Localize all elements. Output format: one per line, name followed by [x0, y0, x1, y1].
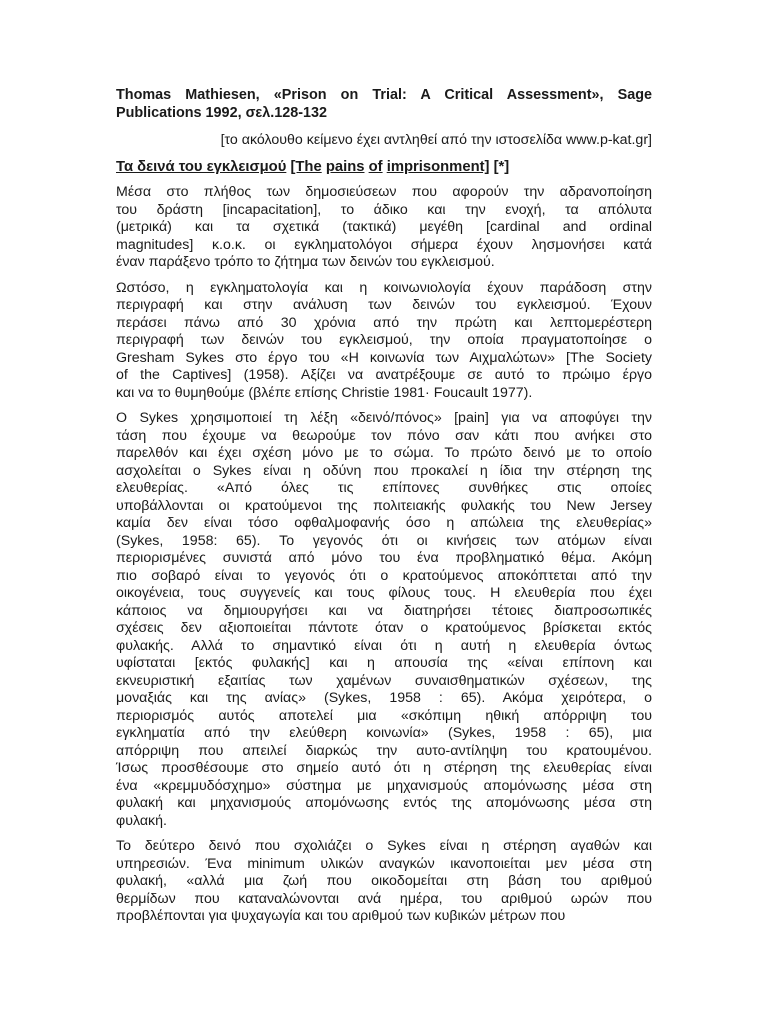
paragraphs — [116, 184, 652, 926]
text-line: περιορισμένες συνιστά από μόνο του ένα προβληματικό θέμα. Ακόμη — [116, 550, 652, 566]
text-line: (Sykes, 1958: 65). Το γεγονός ότι οι κινήσεις των ατόμων είναι — [116, 532, 652, 549]
text-line: υφίσταται [εκτός φυλακής] και η απουσία της «είναι επίπονη και — [116, 655, 652, 671]
text-line: περάσει πάνω από 30 χρόνια από την πρώτη και λεπτομερέστερη — [116, 314, 652, 331]
text-line: και να το θυμηθούμε (βλέπε επίσης Christie 1981· Foucault 1977). — [116, 384, 533, 401]
text-line: magnitudes] κ.ο.κ. οι εγκληματολόγοι σήμερα έχουν λησμονήσει κατά — [116, 236, 652, 253]
text-line: O Sykes χρησιμοποιεί τη λέξη «δεινό/πόνος» [pain] για να αποφύγει την — [116, 410, 652, 426]
text-line: Ωστόσο, η εγκληματολογία και η κοινωνιολογία έχουν παράδοση στην — [116, 279, 652, 296]
text-line: καμία δεν είναι τόσο οφθαλμοφανής όσο η απώλεια της ελευθερίας» — [116, 515, 652, 531]
text-line: Ίσως προσθέσουμε στο σημείο αυτό ότι η στέρηση της ελευθερίας είναι — [116, 760, 652, 776]
section-heading — [116, 157, 652, 177]
heading-english-of: of — [368, 159, 383, 175]
text-line: of the Captives] (1958). Αξίζει να ανατρέξουμε σε αυτό το πρώιμο έργο — [116, 367, 652, 383]
heading-english-open: [The — [290, 159, 322, 175]
text-line: περιγραφή των δεινών του εγκλεισμού, την οποία πραγματοποίησε ο — [116, 332, 652, 348]
text-line: Το δεύτερο δεινό που σχολιάζει ο Sykes είναι η στέρηση αγαθών και — [116, 838, 652, 854]
text-line: εγκληματία από την ελεύθερη κοινωνία» (Sykes, 1958 : 65), μια — [116, 725, 652, 741]
text-line: περιγραφή και στην ανάλυση των δεινών του εγκλεισμού. Έχουν — [116, 297, 652, 313]
source-note: [το ακόλουθο κείμενο έχει αντληθεί από την ιστοσελίδα www.p-kat.gr] — [220, 132, 652, 148]
text-line: τάση που έχουμε να θεωρούμε τον πόνο σαν κάτι που ανήκει στο — [116, 427, 652, 444]
paragraph — [116, 280, 652, 403]
text-line: προβλέπονται για ψυχαγωγία και του αριθμού των κυβικών μέτρων που — [116, 908, 566, 924]
text-line: ελευθερίας. «Από όλες τις επίπονες συνθήκες στις οποίες — [116, 480, 652, 496]
text-line: απόρριψη που απειλεί διαρκώς την αυτο-αντίληψη του κρατουμένου. — [116, 742, 652, 759]
footnote-marker: [*] — [493, 159, 510, 175]
text-line: φυλακής. Αλλά το σημαντικό είναι ότι η αυτή η ελευθερία όντως — [116, 637, 652, 654]
text-line: φυλακή, «αλλά μια ζωή που οικοδομείται στη βάση του αριθμού — [116, 873, 652, 889]
text-line: κάποιος να δημιουργήσει και να διατηρήσει τέτοιες διαπροσωπικές — [116, 602, 652, 619]
document-body — [116, 86, 652, 934]
text-line: ασχολείται ο Sykes είναι η οδύνη που προκαλεί η ίδια την στέρηση της — [116, 462, 652, 479]
text-line: παρελθόν και έχει σχέση μόνο με το σώμα. Το πρώτο δεινό με το οποίο — [116, 445, 652, 461]
heading-english-pains: pains — [325, 159, 365, 175]
text-line: θερμίδων που καταναλώνονται ανά ημέρα, του αριθμού ωρών που — [116, 890, 652, 907]
text-line: Μέσα στο πλήθος των δημοσιεύσεων που αφορούν την αδρανοποίηση — [116, 184, 652, 200]
text-line: του δράστη [incapacitation], το άδικο και την ενοχή, τα απόλυτα — [116, 201, 652, 218]
heading-greek-title: Τα δεινά του εγκλεισμού — [116, 159, 287, 175]
paragraph — [116, 184, 652, 272]
heading-english-imprisonment: imprisonment] — [386, 159, 490, 175]
text-line: φυλακή. — [116, 812, 167, 829]
text-line: (μετρικά) και τα σχετικά (τακτικά) μεγέθη [cardinal and ordinal — [116, 219, 652, 235]
paragraph — [116, 410, 652, 830]
text-line: περιορισμός αυτός αποτελεί μια «σκόπιμη ηθική απόρριψη του — [116, 707, 652, 724]
text-line: υπηρεσιών. Ένα minimum υλικών αναγκών ικανοποιείται μεν μέσα στη — [116, 855, 652, 872]
text-line: ένα «κρεμμυδόσχημο» σύστημα με μηχανισμούς απομόνωσης μέσα στη — [116, 777, 652, 794]
text-line: εκνευριστική εξαιτίας των χαμένων συναισθηματικών σχέσεων, της — [116, 672, 652, 689]
paragraph — [116, 838, 652, 926]
text-line: Gresham Sykes στο έργο του «Η κοινωνία των Αιχμαλώτων» [The Society — [116, 349, 652, 366]
document-title: Thomas Mathiesen, «Prison on Trial: A Critical Assessment», Sage Publications 1992, σελ.128-132 — [116, 87, 652, 121]
text-line: φυλακή και μηχανισμούς απομόνωσης εντός της απομόνωσης μέσα στη — [116, 795, 652, 811]
text-line: πιο σοβαρό είναι το γεγονός ότι ο κρατούμενος αποκόπτεται από την — [116, 567, 652, 584]
text-line: έναν παράξενο τρόπο το ζήτημα των δεινών του εγκλεισμού. — [116, 254, 495, 270]
text-line: σχέσεις δεν αξιοποιείται πάντοτε όταν ο κρατούμενος βρίσκεται εκτός — [116, 620, 652, 636]
text-line: μοναξιάς και της ανίας» (Sykes, 1958 : 65). Ακόμα χειρότερα, ο — [116, 690, 652, 706]
text-line: οικογένεια, τους συγγενείς και τους φίλους τους. Η ελευθερία που έχει — [116, 585, 652, 601]
text-line: υποβάλλονται οι κρατούμενοι της πολιτειακής φυλακής του New Jersey — [116, 497, 652, 514]
